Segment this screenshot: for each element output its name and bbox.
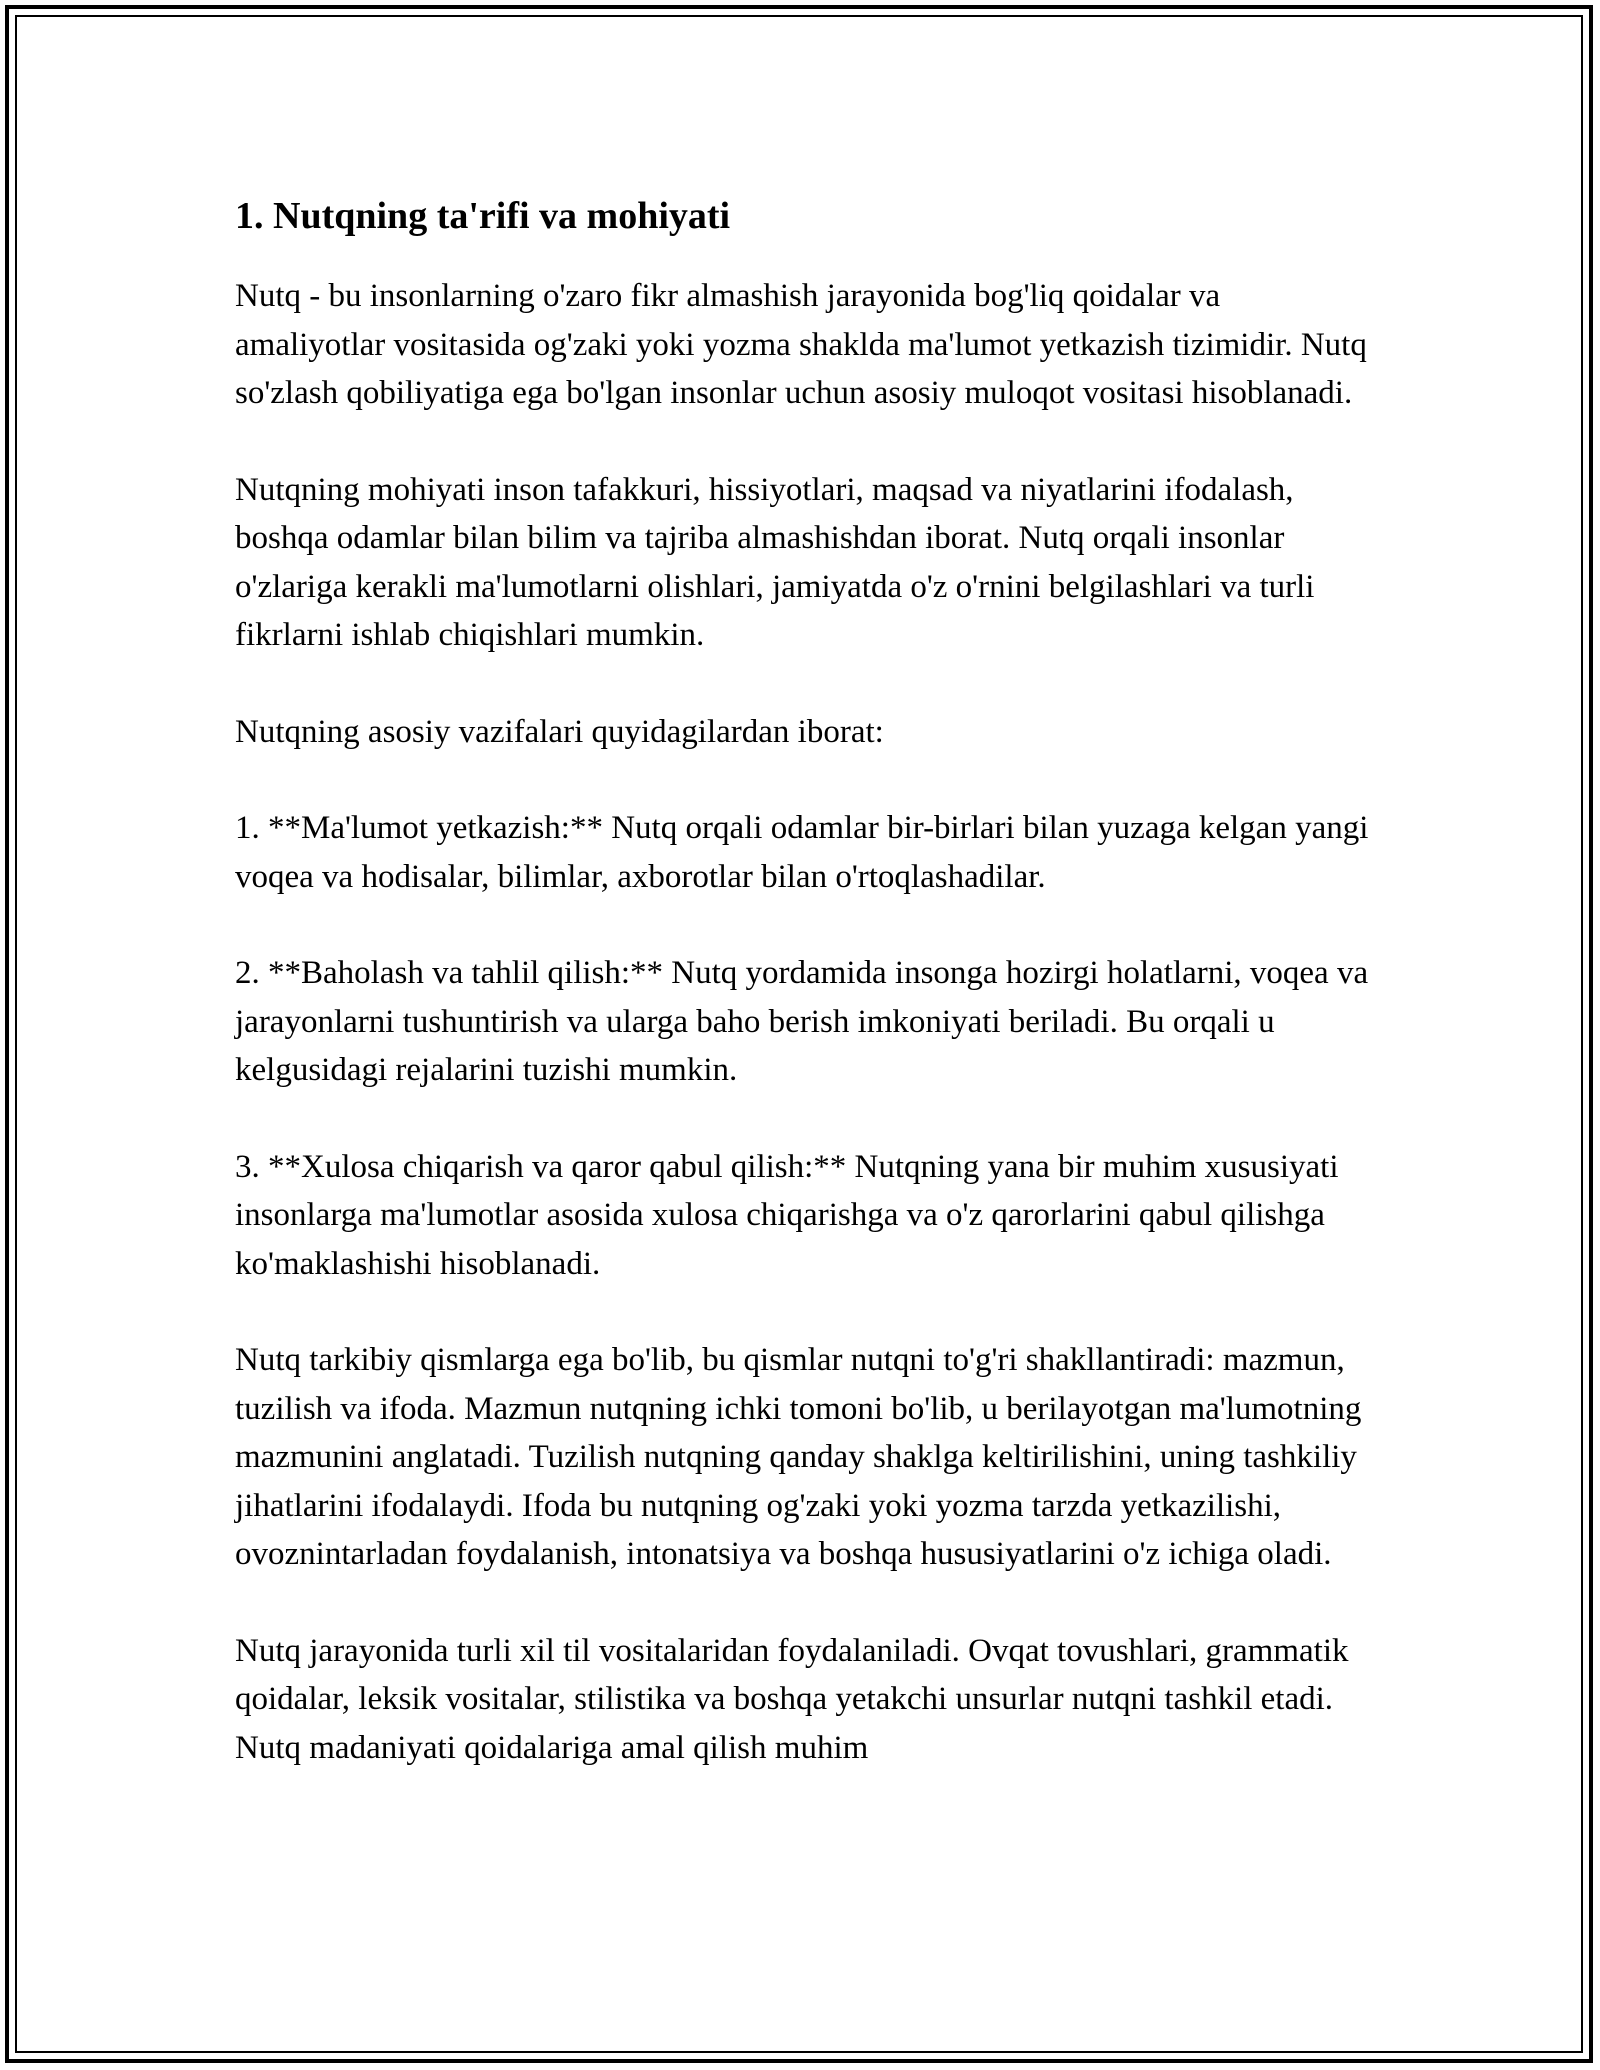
- paragraph-essence: Nutqning mohiyati inson tafakkuri, hissiyotlari, maqsad va niyatlarini ifodalash, boshqa odamlar bilan bilim va tajriba almashishdan iborat. Nutq orqali insonlar o'zlariga kerakli ma'lumotlarni olishlari, jamiyatda o'z o'rnini belgilashlari va turli fikrlarni ishlab chiqishlari mumkin.: [235, 471, 1315, 653]
- paragraph-function-2: 2. **Baholash va tahlil qilish:** Nutq yordamida insonga hozirgi holatlarni, voqea va jarayonlarni tushuntirish va ularga baho berish imkoniyati beriladi. Bu orqali u kelgusidagi rejalarini tuzishi mumkin.: [235, 955, 1369, 1088]
- document-body: [235, 188, 1375, 1772]
- paragraph-function-1: 1. **Ma'lumot yetkazish:** Nutq orqali odamlar bir-birlari bilan yuzaga kelgan yangi voqea va hodisalar, bilimlar, axborotlar bilan o'rtoqlashadilar.: [235, 810, 1369, 895]
- paragraph-function-3: 3. **Xulosa chiqarish va qaror qabul qilish:** Nutqning yana bir muhim xususiyati insonlarga ma'lumotlar asosida xulosa chiqarishga va o'z qarorlarini qabul qilishga ko'maklashishi hisoblanadi.: [235, 1148, 1339, 1282]
- paragraph-functions-intro: Nutqning asosiy vazifalari quyidagilardan iborat:: [235, 713, 884, 750]
- paragraph-structure: Nutq tarkibiy qismlarga ega bo'lib, bu qismlar nutqni to'g'ri shakllantiradi: mazmun, tuzilish va ifoda. Mazmun nutqning ichki tomoni bo'lib, u berilayotgan ma'lumotning mazmunini anglatadi. Tuzilish nutqning qanday shaklga keltirilishini, uning tashkiliy jihatlarini ifodalaydi. Ifoda bu nutqning og'zaki yoki yozma tarzda yetkazilishi, ovoznintarladan foydalanish, intonatsiya va boshqa hususiyatlarini o'z ichiga oladi.: [235, 1342, 1362, 1572]
- paragraph-definition: Nutq - bu insonlarning o'zaro fikr almashish jarayonida bog'liq qoidalar va amaliyotlar vositasida og'zaki yoki yozma shaklda ma'lumot yetkazish tizimidir. Nutq so'zlash qobiliyatiga ega bo'lgan insonlar uchun asosiy muloqot vositasi hisoblanadi.: [235, 278, 1367, 411]
- section-heading: 1. Nutqning ta'rifi va mohiyati: [235, 195, 731, 237]
- paragraph-language-tools: Nutq jarayonida turli xil til vositalaridan foydalaniladi. Ovqat tovushlari, grammatik qoidalar, leksik vositalar, stilistika va boshqa yetakchi unsurlar nutqni tashkil etadi. Nutq madaniyati qoidalariga amal qilish muhim: [235, 1632, 1349, 1766]
